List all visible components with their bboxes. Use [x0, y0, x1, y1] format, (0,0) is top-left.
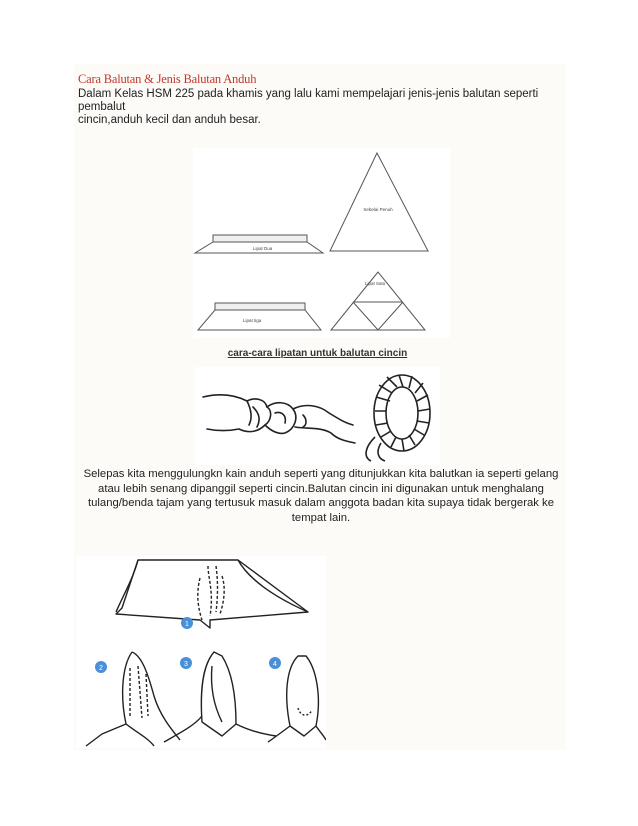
label-triple: Lipat tiga [243, 318, 262, 323]
step-3-label: 3 [184, 661, 188, 668]
intro-line: pembalut [78, 101, 126, 113]
intro-text [78, 88, 548, 127]
intro-line: cincin,anduh kecil dan anduh besar. [78, 114, 261, 126]
step-1-label: 1 [185, 621, 189, 628]
step-4-label: 4 [273, 661, 277, 668]
figure-caption: cara-cara lipatan untuk balutan cincin [227, 348, 408, 359]
folding-diagram [193, 148, 450, 338]
description-paragraph: Selepas kita menggulungkn kain anduh seperti yang ditunjukkan kita balutkan ia seperti gelang atau lebih senang dipanggil seperti cincin.Balutan cincin ini digunakan untuk menghalang tulang/benda tajam yang tertusuk masuk dalam anggota badan kita supaya tidak bergerak ke tempat lain. [83, 468, 559, 524]
label-double: Lipat Dua [253, 246, 273, 251]
step-2-label: 2 [99, 665, 103, 672]
label-full: Sebelai Penuh [363, 207, 393, 212]
label-single: Lipat Satu [365, 281, 386, 286]
ring-bandage-illustration [195, 367, 440, 465]
page-title: Cara Balutan & Jenis Balutan Anduh [78, 72, 257, 86]
intro-line: Dalam Kelas HSM 225 pada khamis yang lalu kami mempelajari jenis-jenis balutan seperti [78, 88, 539, 100]
sling-steps-illustration [76, 556, 326, 748]
